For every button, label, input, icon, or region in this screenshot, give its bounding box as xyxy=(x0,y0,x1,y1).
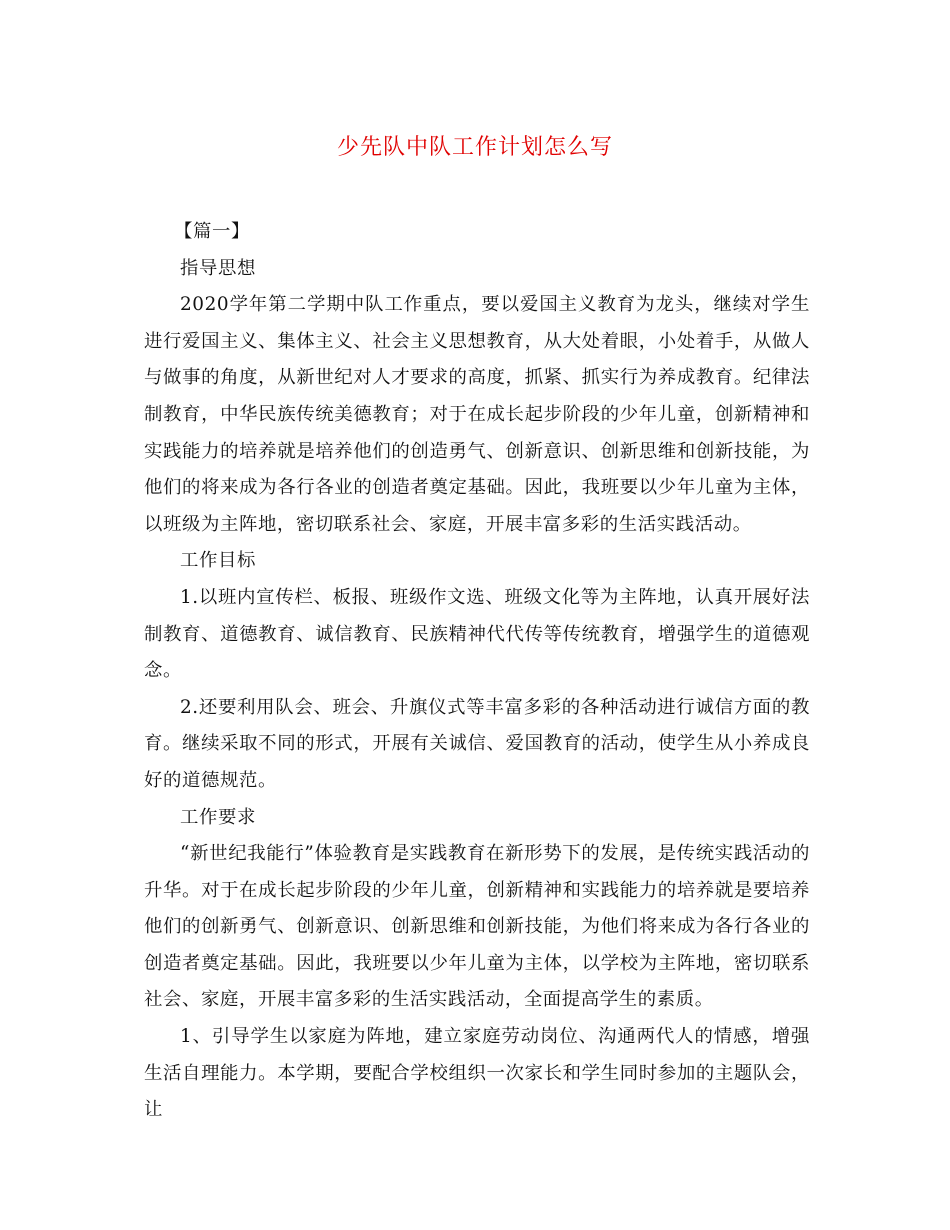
subheading-guiding-ideology: 指导思想 xyxy=(180,257,256,279)
document-title: 少先队中队工作计划怎么写 xyxy=(336,135,613,160)
section-heading-part-one: 【篇一】 xyxy=(174,221,250,242)
subheading-work-requirements: 工作要求 xyxy=(180,806,256,828)
paragraph-goal-2: 2.还要利用队会、班会、升旗仪式等丰富多彩的各种活动进行诚信方面的教育。继续采取不同的形式，开展有关诚信、爱国教育的活动，使学生从小养成良好的道德规范。 xyxy=(144,696,810,791)
paragraph-requirement-1: 1、引导学生以家庭为阵地，建立家庭劳动岗位、沟通两代人的情感，增强生活自理能力。本学期，要配合学校组织一次家长和学生同时参加的主题队会，让 xyxy=(144,1026,810,1121)
subheading-work-goals: 工作目标 xyxy=(180,550,256,572)
document-body xyxy=(144,214,810,1129)
paragraph-requirements: “新世纪我能行”体验教育是实践教育在新形势下的发展，是传统实践活动的升华。对于在成长起步阶段的少年儿童，创新精神和实践能力的培养就是要培养他们的创新勇气、创新意识、创新思维和创新技能，为他们将来成为各行各业的创造者奠定基础。因此，我班要以少年儿童为主体，以学校为主阵地，密切联系社会、家庭，开展丰富多彩的生活实践活动，全面提高学生的素质。 xyxy=(144,843,810,1011)
paragraph-guiding-ideology: 2020学年第二学期中队工作重点，要以爱国主义教育为龙头，继续对学生进行爱国主义、集体主义、社会主义思想教育，从大处着眼，小处着手，从做人与做事的角度，从新世纪对人才要求的高度，抓紧、抓实行为养成教育。纪律法制教育，中华民族传统美德教育；对于在成长起步阶段的少年儿童，创新精神和实践能力的培养就是培养他们的创造勇气、创新意识、创新思维和创新技能，为他们的将来成为各行各业的创造者奠定基础。因此，我班要以少年儿童为主体，以班级为主阵地，密切联系社会、家庭，开展丰富多彩的生活实践活动。 xyxy=(144,294,810,535)
paragraph-goal-1: 1.以班内宣传栏、板报、班级作文选、班级文化等为主阵地，认真开展好法制教育、道德教育、诚信教育、民族精神代代传等传统教育，增强学生的道德观念。 xyxy=(144,586,810,682)
